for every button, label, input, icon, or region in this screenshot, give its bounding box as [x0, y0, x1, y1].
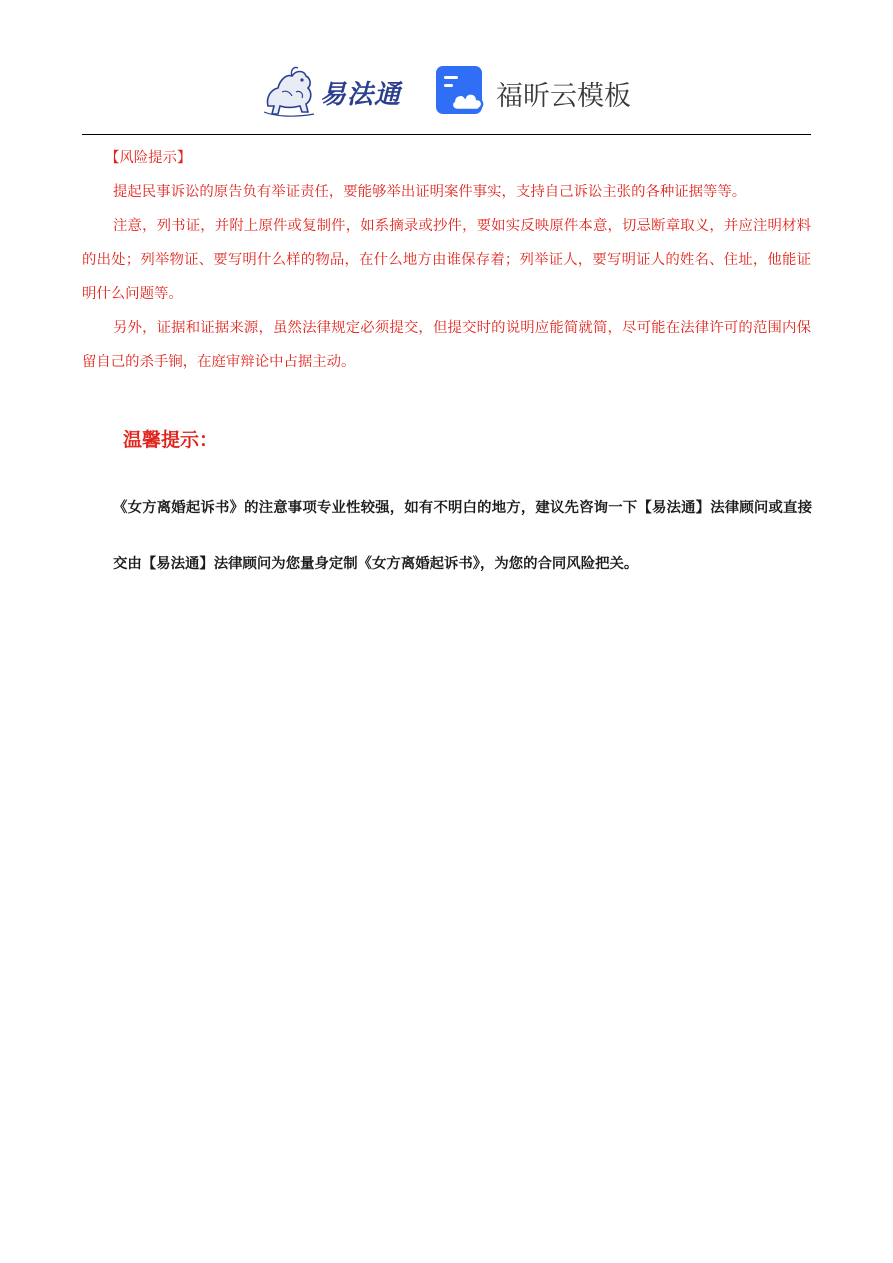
qilin-mascot-icon	[262, 62, 322, 118]
header-divider	[82, 134, 811, 135]
cloud-document-icon	[436, 64, 488, 116]
risk-paragraph-1: 提起民事诉讼的原告负有举证责任，要能够举出证明案件事实，支持自己诉讼主张的各种证据等等。	[113, 184, 747, 200]
risk-paragraph-3: 另外，证据和证据来源，虽然法律规定必须提交，但提交时的说明应能简就简，尽可能在法律许可的范围内保留自己的杀手锏，在庭审辩论中占据主动。	[82, 320, 811, 370]
warm-tip-title: 温馨提示：	[123, 429, 219, 451]
foxit-template-logo	[436, 64, 636, 118]
risk-notice-title: 【风险提示】	[105, 150, 192, 166]
page-header	[0, 58, 893, 124]
risk-notice-section	[82, 141, 811, 379]
yifatong-logo	[262, 62, 412, 118]
foxit-template-logo-text: 福昕云模板	[496, 81, 631, 112]
risk-paragraph-2: 注意，列书证，并附上原件或复制件，如系摘录或抄件，要如实反映原件本意，切忌断章取义，并应注明材料的出处；列举物证、要写明什么样的物品，在什么地方由谁保存着；列举证人，要写明证人的姓名、住址，他能证明什么问题等。	[82, 218, 811, 302]
yifatong-logo-text: 易法通	[320, 80, 402, 110]
warm-tip-body: 《女方离婚起诉书》的注意事项专业性较强，如有不明白的地方，建议先咨询一下【易法通】法律顾问或直接交由【易法通】法律顾问为您量身定制《女方离婚起诉书》，为您的合同风险把关。	[113, 499, 812, 572]
